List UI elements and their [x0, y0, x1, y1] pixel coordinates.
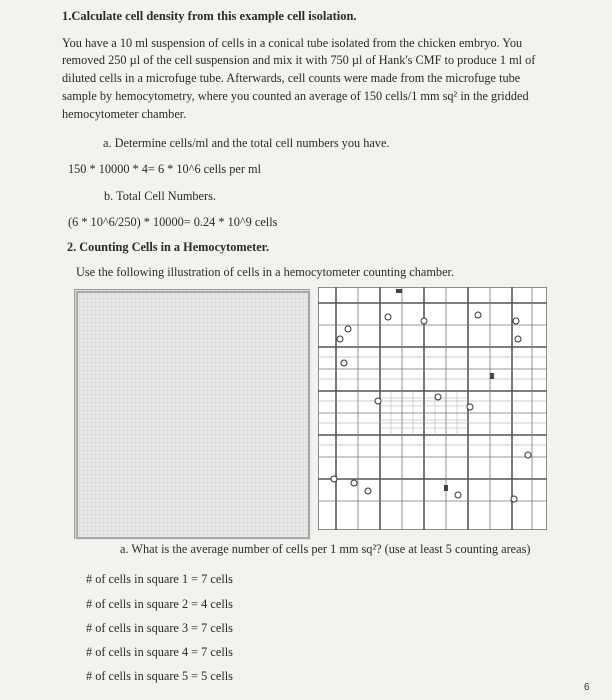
answer-b: (6 * 10^6/250) * 10000= 0.24 * 10^9 cells: [68, 215, 278, 229]
hemocytometer-grid-image: [74, 289, 310, 539]
count-square-3: # of cells in square 3 = 7 cells: [86, 621, 233, 635]
cell: [345, 326, 351, 332]
cell: [525, 452, 531, 458]
question-1-para-line-4: sample by hemocytometry, where you counted an average of 150 cells/1 mm sq² in the gridded: [62, 89, 529, 103]
cell: [341, 360, 347, 366]
page-number: 6: [584, 682, 590, 693]
answer-a: 150 * 10000 * 4= 6 * 10^6 cells per ml: [68, 162, 262, 176]
count-square-4: # of cells in square 4 = 7 cells: [86, 645, 233, 659]
cell: [375, 398, 381, 404]
chamber-grid-graphic: [318, 287, 547, 530]
cell: [455, 492, 461, 498]
cell: [365, 488, 371, 494]
question-2-title: 2. Counting Cells in a Hemocytometer.: [67, 240, 270, 254]
cell: [511, 496, 517, 502]
question-2-part-a: a. What is the average number of cells per 1 mm sq²? (use at least 5 counting areas): [120, 542, 531, 556]
cell: [385, 314, 391, 320]
cell: [337, 336, 343, 342]
cell: [515, 336, 521, 342]
cell: [421, 318, 427, 324]
question-1-para-line-5: hemocytometer chamber.: [62, 107, 187, 121]
question-1-part-b: b. Total Cell Numbers.: [104, 189, 216, 203]
question-1-part-a: a. Determine cells/ml and the total cell numbers you have.: [103, 136, 390, 150]
count-square-2: # of cells in square 2 = 4 cells: [86, 597, 233, 611]
question-1-title: 1.Calculate cell density from this example cell isolation.: [62, 9, 357, 23]
cell: [331, 476, 337, 482]
cell: [513, 318, 519, 324]
dense-grid-graphic: [75, 290, 311, 540]
cell: [467, 404, 473, 410]
question-2-intro: Use the following illustration of cells in a hemocytometer counting chamber.: [76, 265, 455, 279]
count-square-5: # of cells in square 5 = 5 cells: [86, 669, 233, 683]
question-1-para-line-1: You have a 10 ml suspension of cells in a conical tube isolated from the chicken embryo. You: [62, 36, 523, 50]
hemocytometer-chamber-illustration: [318, 287, 547, 530]
cell: [475, 312, 481, 318]
cell: [351, 480, 357, 486]
count-square-1: # of cells in square 1 = 7 cells: [86, 572, 233, 586]
question-1-para-line-2: removed 250 µl of the cell suspension and mix it with 750 µl of Hank's CMF to produce 1 ml of: [62, 53, 536, 67]
cell: [435, 394, 441, 400]
question-1-para-line-3: diluted cells in a microfuge tube. Afterwards, cell counts were made from the microfuge tube: [62, 71, 521, 85]
